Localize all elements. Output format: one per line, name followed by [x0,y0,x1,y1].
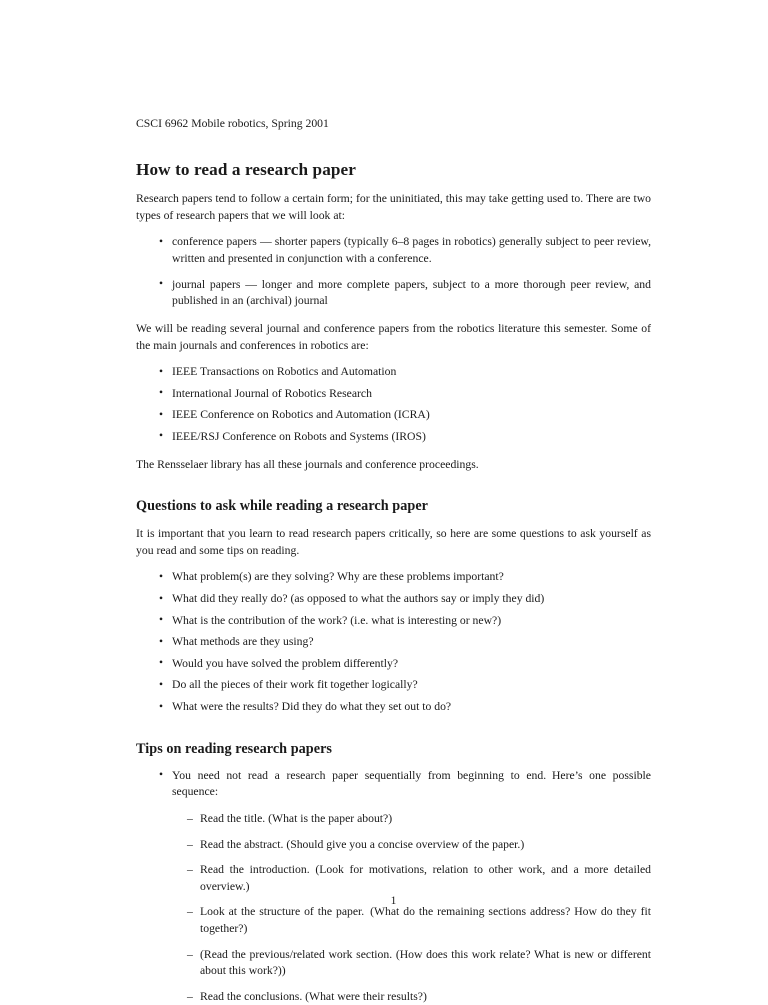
list-item: • conference papers — shorter papers (typically 6–8 pages in robotics) generally subject to peer review, written and presented in conjunction with a conference. [136,234,651,267]
list-item: – Read the abstract. (Should give you a concise overview of the paper.) [136,837,651,854]
questions-intro-paragraph: It is important that you learn to read research papers critically, so here are some questions to ask yourself as you read and some tips on reading. [136,527,651,557]
list-item: • Would you have solved the problem differently? [136,656,651,673]
document-page [136,117,651,1005]
list-item: – Read the conclusions. (What were their results?) [136,989,651,1005]
running-head: CSCI 6962 Mobile robotics, Spring 2001 [136,117,329,130]
intro-paragraph: Research papers tend to follow a certain form; for the uninitiated, this may take getting used to. There are two types of research papers that we will look at: [136,192,651,222]
list-item: • What methods are they using? [136,634,651,651]
list-item: • What did they really do? (as opposed to what the authors say or imply they did) [136,591,651,608]
list-item: • What problem(s) are they solving? Why are these problems important? [136,569,651,586]
library-note: The Rensselaer library has all these journals and conference proceedings. [136,457,479,471]
list-item: • You need not read a research paper sequentially from beginning to end. Here’s one possible sequence: [136,768,651,801]
list-item: – Read the introduction. (Look for motivations, relation to other work, and a more detailed overview.) [136,862,651,895]
list-item: • IEEE Conference on Robotics and Automation (ICRA) [136,407,651,424]
list-item: – Read the title. (What is the paper about?) [136,811,651,828]
paper-types-list [136,234,651,309]
list-item: • What is the contribution of the work? (i.e. what is interesting or new?) [136,613,651,630]
venues-list [136,364,651,445]
section-heading-tips: Tips on reading research papers [136,740,332,757]
list-item: • IEEE Transactions on Robotics and Automation [136,364,651,381]
list-item: – (Read the previous/related work section. (How does this work relate? What is new or different about this work?)) [136,947,651,980]
tips-list [136,768,651,801]
page-title: How to read a research paper [136,159,357,179]
list-item: – Look at the structure of the paper. (What do the remaining sections address? How do they fit together?) [136,904,651,937]
venues-lead-paragraph: We will be reading several journal and conference papers from the robotics literature this semester. Some of the main journals and conferences in robotics are: [136,321,651,352]
list-item: • IEEE/RSJ Conference on Robots and Systems (IROS) [136,429,651,446]
list-item: • journal papers — longer and more complete papers, subject to a more thorough peer review, and published in an (archival) journal [136,277,651,310]
list-item: • Do all the pieces of their work fit together logically? [136,677,651,694]
reading-sequence-list [136,811,651,1005]
questions-list [136,569,651,715]
section-heading-questions: Questions to ask while reading a research paper [136,498,429,515]
page-number: 1 [390,895,397,907]
list-item: • What were the results? Did they do what they set out to do? [136,699,651,716]
list-item: • International Journal of Robotics Research [136,386,651,403]
